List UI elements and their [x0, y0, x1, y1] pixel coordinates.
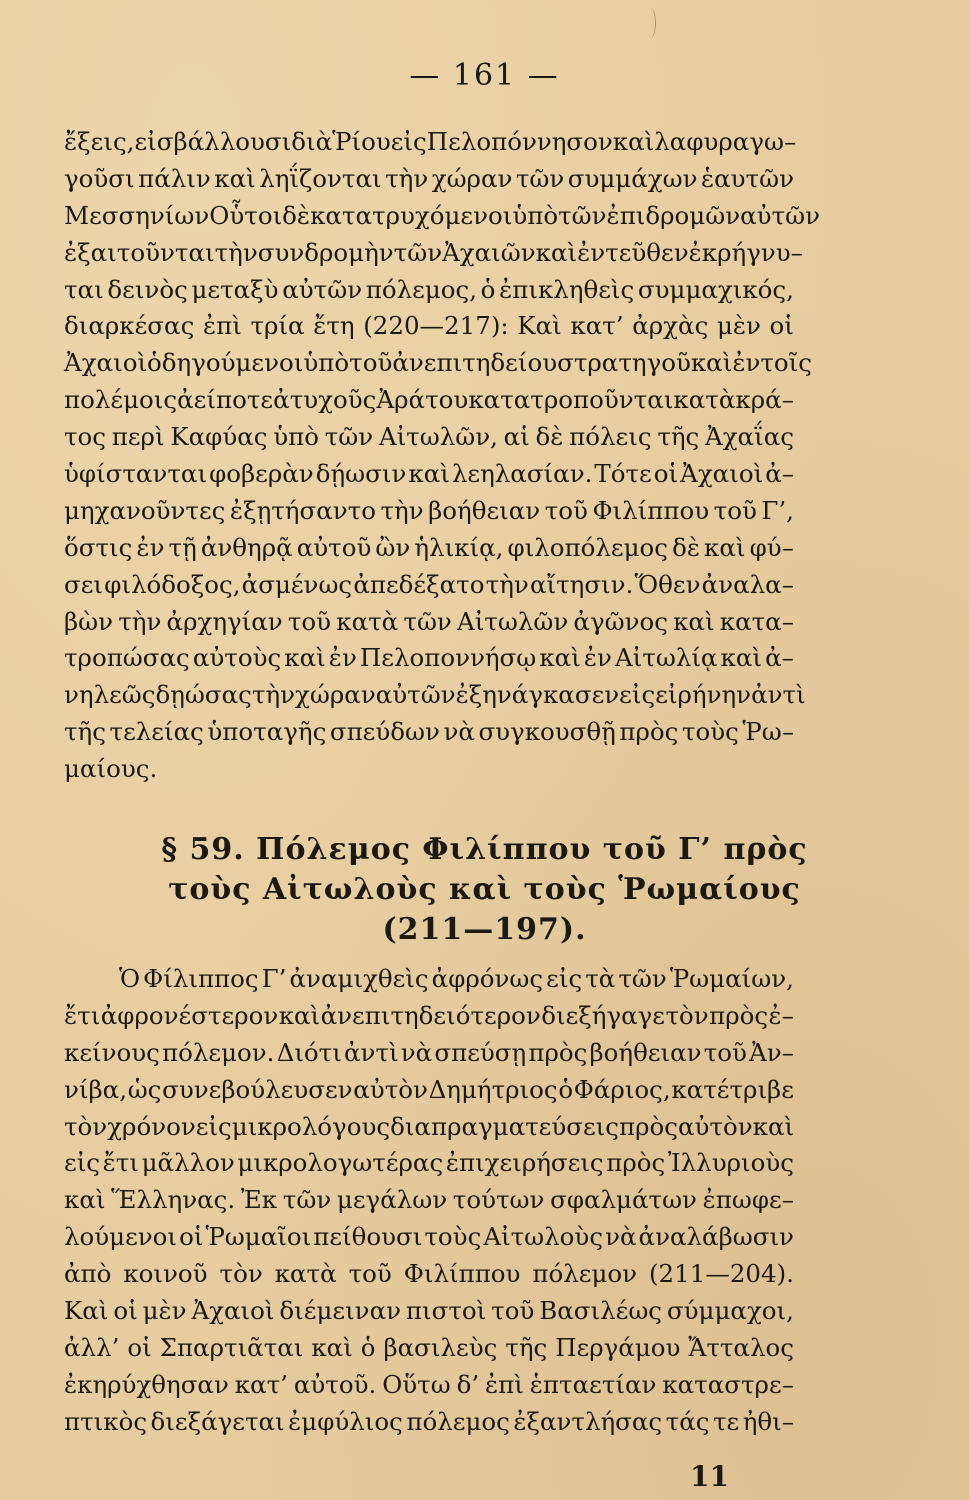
text-line: ἐξαιτοῦνται τὴν συνδρομὴν τῶν Ἀχαιῶν καὶ ἐντεῦθεν ἐκρήγνυ– — [64, 237, 803, 267]
paragraph-2 — [64, 961, 794, 1441]
paragraph-1 — [64, 124, 820, 788]
text-line: γοῦσι πάλιν καὶ ληΐζονται τὴν χώραν τῶν συμμάχων ἑαυτῶν — [64, 163, 794, 193]
text-line: Ἀχαιοὶ ὁδηγούμενοι ὑπὸ τοῦ ἀνεπιτηδείου στρατηγοῦ καὶ ἐν τοῖς — [64, 348, 813, 378]
text-line: νίβα, ὡς συνεβούλευσεν αὐτὸν Δημήτριος ὁ Φάριος, κατέτριβε — [64, 1074, 794, 1104]
text-line: ται δεινὸς μεταξὺ αὐτῶν πόλεμος, ὁ ἐπικληθεὶς συμμαχικός, — [64, 274, 794, 304]
text-line: τροπώσας αὐτοὺς καὶ ἐν Πελοποννήσῳ καὶ ἐν Αἰτωλίᾳ καὶ ἀ– — [64, 643, 794, 673]
text-line: τῆς τελείας ὑποταγῆς σπεύδων νὰ συγκουσθῇ πρὸς τοὺς Ῥω– — [64, 717, 794, 747]
text-line: Καὶ οἱ μὲν Ἀχαιοὶ διέμειναν πιστοὶ τοῦ Βασιλέως σύμμαχοι, — [64, 1296, 794, 1326]
section-heading-line-3: (211—197). — [382, 912, 587, 947]
text-line: ἐκηρύχθησαν κατ’ αὐτοῦ. Οὕτω δ’ ἐπὶ ἑπταετίαν καταστρε– — [64, 1369, 794, 1399]
text-line: πολέμοις ἀείποτε ἀτυχοῦς Ἀράτου κατατροποῦνται κατὰ κρά– — [64, 385, 794, 415]
text-line: πτικὸς διεξάγεται ἐμφύλιος πόλεμος ἐξαντλήσας τάς τε ἠθι– — [64, 1406, 794, 1436]
text-line: διαρκέσας ἐπὶ τρία ἔτη (220—217): Καὶ κατ’ ἀρχὰς μὲν οἱ — [64, 311, 794, 341]
text-line: Μεσσηνίων Οὗτοι δὲ κατατρυχόμενοι ὑπὸ τῶν ἐπιδρομῶν αὐτῶν — [64, 200, 820, 230]
text-line: τος περὶ Καφύας ὑπὸ τῶν Αἰτωλῶν, αἱ δὲ πόλεις τῆς Ἀχαΐας — [64, 422, 794, 452]
text-line: ἔτι ἀφρονέστερον καὶ ἀνεπιτηδειότερον διεξήγαγε τὸν πρὸς ἐ– — [64, 1000, 794, 1030]
text-line: ὑφίστανται φοβερὰν δῄωσιν καὶ λεηλασίαν. Τότε οἱ Ἀχαιοὶ ἀ– — [64, 459, 794, 489]
section-heading-line-2: τοὺς Αἰτωλοὺς καὶ τοὺς Ῥωμαίους — [168, 872, 801, 907]
pencil-mark — [645, 8, 656, 38]
text-line: ἀλλ’ οἱ Σπαρτιᾶται καὶ ὁ βασιλεὺς τῆς Περγάμου Ἄτταλος — [64, 1332, 794, 1362]
text-line: ἔξεις, εἰσβάλλουσι διὰ Ῥίου εἰς Πελοπόννησον καὶ λαφυραγω– — [64, 127, 797, 156]
text-line: εἰς ἔτι μᾶλλον μικρολογωτέρας ἐπιχειρήσεις πρὸς Ἰλλυριοὺς — [64, 1148, 794, 1178]
text-line: μαίους. — [64, 754, 158, 784]
text-line: κείνους πόλεμον. Διότι ἀντὶ νὰ σπεύσῃ πρὸς βοήθειαν τοῦ Ἀν– — [64, 1037, 794, 1067]
text-line: καὶ Ἕλληνας. Ἐκ τῶν μεγάλων τούτων σφαλμάτων ἐπωφε– — [64, 1185, 794, 1215]
text-line: λούμενοι οἱ Ῥωμαῖοι πείθουσι τοὺς Αἰτωλοὺς νὰ ἀναλάβωσιν — [64, 1222, 794, 1252]
text-line: ἀπὸ κοινοῦ τὸν κατὰ τοῦ Φιλίππου πόλεμον (211—204). — [64, 1259, 794, 1289]
text-line: Ὁ Φίλιππος Γ’ ἀναμιχθεὶς ἀφρόνως εἰς τὰ τῶν Ῥωμαίων, — [119, 964, 794, 993]
text-line: τὸν χρόνον εἰς μικρολόγους διαπραγματεύσεις πρὸς αὐτὸν καὶ — [64, 1111, 795, 1141]
text-line: σει φιλόδοξος, ἀσμένως ἀπεδέξατο τὴν αἴτησιν. Ὅθεν ἀναλα– — [64, 569, 794, 599]
signature-mark: 11 — [690, 1460, 729, 1493]
text-line: νηλεῶς δῃώσας τὴν χώραν αὐτῶν ἐξηνάγκασεν εἰς εἰρήνην ἀντὶ — [64, 680, 806, 710]
text-line: ὅστις ἐν τῇ ἀνθηρᾷ αὐτοῦ ὢν ἡλικίᾳ, φιλοπόλεμος δὲ καὶ φύ– — [64, 532, 794, 562]
section-heading-line-1: § 59. Πόλεμος Φιλίππου τοῦ Γ’ πρὸς — [161, 832, 808, 867]
page-number: — 161 — — [409, 58, 560, 93]
text-line: βὼν τὴν ἀρχηγίαν τοῦ κατὰ τῶν Αἰτωλῶν ἀγῶνος καὶ κατα– — [64, 606, 794, 636]
text-line: μηχανοῦντες ἐξῃτήσαντο τὴν βοήθειαν τοῦ Φιλίππου τοῦ Γ’, — [64, 495, 794, 525]
